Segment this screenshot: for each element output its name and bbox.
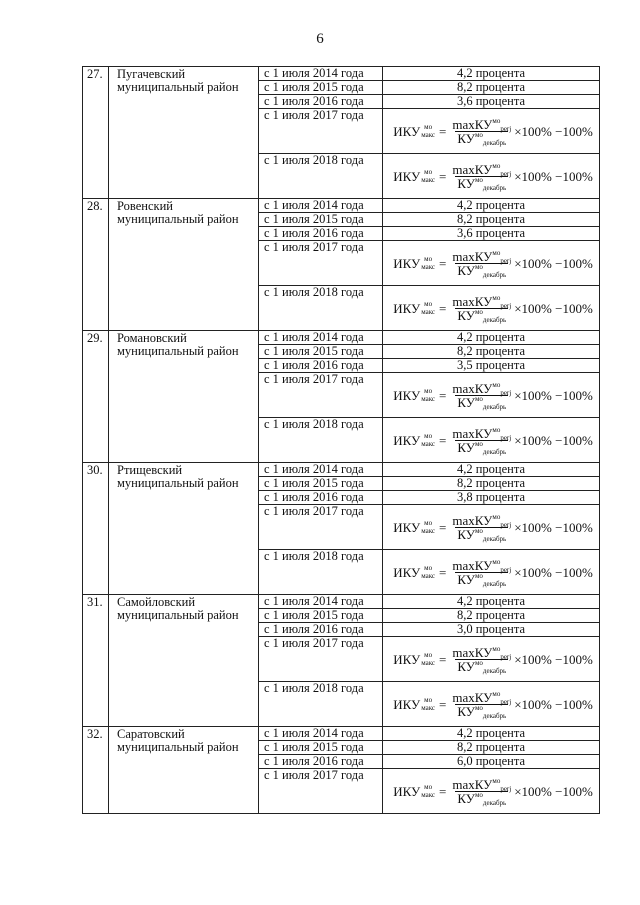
- formula-lhs-main: ИКУ: [393, 519, 421, 535]
- rate-value: 4,2 процента: [383, 463, 600, 477]
- row-number: 29.: [83, 331, 109, 463]
- formula-equals: =: [439, 300, 447, 316]
- formula-lhs-sup: мо: [424, 300, 433, 308]
- formula-equals: =: [439, 564, 447, 580]
- formula-lhs: [393, 519, 435, 535]
- rate-formula: [383, 241, 600, 286]
- formula-equals: =: [439, 387, 447, 403]
- formula-equals: =: [439, 696, 447, 712]
- formula-lhs-indices: [421, 432, 435, 448]
- formula-fraction: [450, 646, 513, 673]
- effective-date: с 1 июля 2017 года: [259, 505, 383, 550]
- formula-fraction: [450, 559, 513, 586]
- formula-lhs: [393, 300, 435, 316]
- effective-date: с 1 июля 2014 года: [259, 331, 383, 345]
- formula-tail: ×100% −100%: [514, 696, 593, 712]
- formula-lhs-sup: мо: [424, 123, 433, 131]
- formula: [393, 163, 593, 190]
- formula-num-sup: мо: [492, 689, 501, 698]
- formula-fraction: [450, 427, 513, 454]
- formula-lhs: [393, 255, 435, 271]
- district-name: Ровенский муниципальный район: [109, 199, 259, 331]
- formula-numerator: [450, 778, 513, 791]
- formula-num-sub: perj: [500, 388, 512, 397]
- district-name: Саратовский муниципальный район: [109, 727, 259, 814]
- formula-den-sup: мо: [474, 394, 483, 403]
- formula-lhs-indices: [421, 696, 435, 712]
- formula-lhs: [393, 168, 435, 184]
- formula: [393, 514, 593, 541]
- formula-tail: ×100% −100%: [514, 432, 593, 448]
- formula-den-main: КУ: [457, 262, 475, 278]
- formula-lhs: [393, 564, 435, 580]
- formula-lhs-sup: мо: [424, 651, 433, 659]
- effective-date: с 1 июля 2017 года: [259, 373, 383, 418]
- formula-den-main: КУ: [457, 175, 475, 191]
- formula-fraction: [450, 691, 513, 718]
- rate-formula: [383, 505, 600, 550]
- rate-formula: [383, 637, 600, 682]
- formula-num-main: maxКУ: [452, 689, 493, 705]
- formula-num-main: maxКУ: [452, 380, 493, 396]
- formula-den-sup: мо: [474, 307, 483, 316]
- formula-numerator: [450, 382, 513, 395]
- formula-den-sub: декабрь: [482, 711, 507, 720]
- formula-lhs-sub: макс: [421, 440, 436, 448]
- formula-numerator: [450, 163, 513, 176]
- rate-value: 8,2 процента: [383, 345, 600, 359]
- effective-date: с 1 июля 2018 года: [259, 286, 383, 331]
- formula-lhs-main: ИКУ: [393, 696, 421, 712]
- formula-lhs-indices: [421, 300, 435, 316]
- formula-equals: =: [439, 168, 447, 184]
- formula-lhs-indices: [421, 168, 435, 184]
- formula-tail: ×100% −100%: [514, 651, 593, 667]
- formula-fraction: [450, 163, 513, 190]
- formula-num-sup: мо: [492, 644, 501, 653]
- formula-num-sub: perj: [500, 784, 512, 793]
- formula-denominator: [455, 176, 508, 190]
- formula-tail: ×100% −100%: [514, 255, 593, 271]
- formula-den-main: КУ: [457, 130, 475, 146]
- formula-num-main: maxКУ: [452, 293, 493, 309]
- formula-lhs-sub: макс: [421, 527, 436, 535]
- page-number: 6: [316, 31, 324, 47]
- formula-equals: =: [439, 432, 447, 448]
- effective-date: с 1 июля 2014 года: [259, 463, 383, 477]
- rate-formula: [383, 373, 600, 418]
- formula-denominator: [455, 527, 508, 541]
- formula-numerator: [450, 646, 513, 659]
- formula-den-sup: мо: [474, 790, 483, 799]
- rate-value: 8,2 процента: [383, 213, 600, 227]
- formula-den-sub: декабрь: [482, 579, 507, 588]
- formula-denominator: [455, 659, 508, 673]
- rate-value: 4,2 процента: [383, 67, 600, 81]
- rate-value: 8,2 процента: [383, 477, 600, 491]
- formula-den-main: КУ: [457, 703, 475, 719]
- rate-value: 4,2 процента: [383, 331, 600, 345]
- formula-num-sup: мо: [492, 776, 501, 785]
- formula-equals: =: [439, 255, 447, 271]
- formula-num-sub: perj: [500, 652, 512, 661]
- row-number: 27.: [83, 67, 109, 199]
- effective-date: с 1 июля 2016 года: [259, 227, 383, 241]
- formula-lhs-sub: макс: [421, 572, 436, 580]
- rate-value: 3,6 процента: [383, 227, 600, 241]
- formula-den-sup: мо: [474, 130, 483, 139]
- effective-date: с 1 июля 2016 года: [259, 95, 383, 109]
- formula-num-sup: мо: [492, 512, 501, 521]
- formula-denominator: [455, 131, 508, 145]
- formula-fraction: [450, 250, 513, 277]
- formula-lhs-main: ИКУ: [393, 168, 421, 184]
- effective-date: с 1 июля 2014 года: [259, 199, 383, 213]
- formula-num-main: maxКУ: [452, 512, 493, 528]
- formula: [393, 559, 593, 586]
- rate-formula: [383, 550, 600, 595]
- district-name: Пугачевский муниципальный район: [109, 67, 259, 199]
- effective-date: с 1 июля 2018 года: [259, 550, 383, 595]
- formula-lhs: [393, 387, 435, 403]
- formula-equals: =: [439, 651, 447, 667]
- effective-date: с 1 июля 2014 года: [259, 727, 383, 741]
- rate-value: 4,2 процента: [383, 727, 600, 741]
- formula-den-main: КУ: [457, 439, 475, 455]
- formula-lhs-main: ИКУ: [393, 432, 421, 448]
- formula-num-sup: мо: [492, 380, 501, 389]
- rate-formula: [383, 154, 600, 199]
- formula-lhs-sup: мо: [424, 783, 433, 791]
- effective-date: с 1 июля 2014 года: [259, 595, 383, 609]
- formula-denominator: [455, 791, 508, 805]
- formula-equals: =: [439, 783, 447, 799]
- formula-numerator: [450, 691, 513, 704]
- formula-fraction: [450, 778, 513, 805]
- formula-den-sub: декабрь: [482, 138, 507, 147]
- effective-date: с 1 июля 2016 года: [259, 491, 383, 505]
- formula-lhs: [393, 123, 435, 139]
- rate-value: 8,2 процента: [383, 81, 600, 95]
- formula-lhs-main: ИКУ: [393, 783, 421, 799]
- formula-num-sup: мо: [492, 161, 501, 170]
- formula-den-sup: мо: [474, 703, 483, 712]
- formula-denominator: [455, 572, 508, 586]
- formula-tail: ×100% −100%: [514, 564, 593, 580]
- formula-lhs-main: ИКУ: [393, 123, 421, 139]
- formula-den-sub: декабрь: [482, 402, 507, 411]
- formula-den-sub: декабрь: [482, 183, 507, 192]
- formula-num-main: maxКУ: [452, 248, 493, 264]
- rate-value: 3,8 процента: [383, 491, 600, 505]
- formula-lhs-sub: макс: [421, 395, 436, 403]
- effective-date: с 1 июля 2016 года: [259, 623, 383, 637]
- effective-date: с 1 июля 2018 года: [259, 682, 383, 727]
- formula-den-sub: декабрь: [482, 447, 507, 456]
- effective-date: с 1 июля 2015 года: [259, 81, 383, 95]
- formula-numerator: [450, 118, 513, 131]
- rate-formula: [383, 769, 600, 814]
- formula-denominator: [455, 395, 508, 409]
- formula-numerator: [450, 295, 513, 308]
- table-row: [83, 331, 600, 345]
- rate-value: 8,2 процента: [383, 609, 600, 623]
- formula-num-sub: perj: [500, 301, 512, 310]
- effective-date: с 1 июля 2017 года: [259, 769, 383, 814]
- formula-lhs-indices: [421, 255, 435, 271]
- formula-den-main: КУ: [457, 658, 475, 674]
- formula-den-sup: мо: [474, 262, 483, 271]
- formula-fraction: [450, 514, 513, 541]
- formula-lhs-main: ИКУ: [393, 564, 421, 580]
- formula: [393, 427, 593, 454]
- district-name: Романовский муниципальный район: [109, 331, 259, 463]
- formula-num-sub: perj: [500, 256, 512, 265]
- rate-value: 3,6 процента: [383, 95, 600, 109]
- formula-num-sup: мо: [492, 116, 501, 125]
- formula-lhs-main: ИКУ: [393, 255, 421, 271]
- formula-lhs-main: ИКУ: [393, 651, 421, 667]
- effective-date: с 1 июля 2015 года: [259, 477, 383, 491]
- effective-date: с 1 июля 2017 года: [259, 241, 383, 286]
- formula-num-main: maxКУ: [452, 161, 493, 177]
- rate-value: 4,2 процента: [383, 199, 600, 213]
- formula-tail: ×100% −100%: [514, 123, 593, 139]
- rate-value: 8,2 процента: [383, 741, 600, 755]
- formula-den-main: КУ: [457, 307, 475, 323]
- formula-num-sub: perj: [500, 565, 512, 574]
- formula-den-sub: декабрь: [482, 315, 507, 324]
- formula: [393, 295, 593, 322]
- formula-lhs: [393, 432, 435, 448]
- table-row: [83, 199, 600, 213]
- formula-num-sup: мо: [492, 425, 501, 434]
- formula-numerator: [450, 559, 513, 572]
- formula-num-main: maxКУ: [452, 776, 493, 792]
- effective-date: с 1 июля 2015 года: [259, 345, 383, 359]
- formula-num-sub: perj: [500, 697, 512, 706]
- rate-value: 3,0 процента: [383, 623, 600, 637]
- formula-numerator: [450, 427, 513, 440]
- effective-date: с 1 июля 2015 года: [259, 213, 383, 227]
- formula-den-main: КУ: [457, 790, 475, 806]
- formula-lhs: [393, 651, 435, 667]
- formula: [393, 691, 593, 718]
- effective-date: с 1 июля 2015 года: [259, 741, 383, 755]
- formula-lhs-indices: [421, 651, 435, 667]
- table-row: [83, 67, 600, 81]
- formula-num-sup: мо: [492, 557, 501, 566]
- row-number: 28.: [83, 199, 109, 331]
- formula-lhs-sub: макс: [421, 659, 436, 667]
- formula-denominator: [455, 440, 508, 454]
- effective-date: с 1 июля 2018 года: [259, 154, 383, 199]
- formula-lhs-sup: мо: [424, 519, 433, 527]
- formula-num-sub: perj: [500, 520, 512, 529]
- formula-lhs: [393, 783, 435, 799]
- formula-den-main: КУ: [457, 526, 475, 542]
- formula-lhs-indices: [421, 123, 435, 139]
- formula-den-main: КУ: [457, 394, 475, 410]
- rate-formula: [383, 109, 600, 154]
- formula-tail: ×100% −100%: [514, 387, 593, 403]
- formula-den-sup: мо: [474, 571, 483, 580]
- formula-lhs-sub: макс: [421, 791, 436, 799]
- formula-num-sup: мо: [492, 248, 501, 257]
- formula-lhs-sub: макс: [421, 176, 436, 184]
- formula-fraction: [450, 118, 513, 145]
- formula-lhs-indices: [421, 564, 435, 580]
- formula-den-sub: декабрь: [482, 534, 507, 543]
- formula-num-sub: perj: [500, 433, 512, 442]
- effective-date: с 1 июля 2016 года: [259, 359, 383, 373]
- formula: [393, 250, 593, 277]
- district-name: Самойловский муниципальный район: [109, 595, 259, 727]
- formula: [393, 778, 593, 805]
- formula-lhs-sup: мо: [424, 168, 433, 176]
- formula-den-sup: мо: [474, 175, 483, 184]
- formula-denominator: [455, 308, 508, 322]
- formula: [393, 118, 593, 145]
- effective-date: с 1 июля 2017 года: [259, 109, 383, 154]
- formula-lhs-main: ИКУ: [393, 300, 421, 316]
- tariff-table: [82, 66, 600, 814]
- formula-equals: =: [439, 519, 447, 535]
- table-row: [83, 463, 600, 477]
- formula-num-main: maxКУ: [452, 116, 493, 132]
- formula-lhs-sub: макс: [421, 308, 436, 316]
- formula-lhs-sup: мо: [424, 387, 433, 395]
- row-number: 31.: [83, 595, 109, 727]
- formula: [393, 646, 593, 673]
- rate-value: 3,5 процента: [383, 359, 600, 373]
- rate-formula: [383, 682, 600, 727]
- formula-den-sub: декабрь: [482, 666, 507, 675]
- effective-date: с 1 июля 2014 года: [259, 67, 383, 81]
- effective-date: с 1 июля 2018 года: [259, 418, 383, 463]
- formula-den-sub: декабрь: [482, 798, 507, 807]
- formula-tail: ×100% −100%: [514, 168, 593, 184]
- formula-denominator: [455, 704, 508, 718]
- formula-num-main: maxКУ: [452, 425, 493, 441]
- rate-formula: [383, 418, 600, 463]
- formula-num-sub: perj: [500, 124, 512, 133]
- formula-fraction: [450, 295, 513, 322]
- effective-date: с 1 июля 2016 года: [259, 755, 383, 769]
- effective-date: с 1 июля 2015 года: [259, 609, 383, 623]
- formula-den-sub: декабрь: [482, 270, 507, 279]
- rate-value: 6,0 процента: [383, 755, 600, 769]
- table-row: [83, 595, 600, 609]
- formula-tail: ×100% −100%: [514, 519, 593, 535]
- formula-lhs-main: ИКУ: [393, 387, 421, 403]
- formula-num-sup: мо: [492, 293, 501, 302]
- formula-lhs-sup: мо: [424, 432, 433, 440]
- formula-lhs: [393, 696, 435, 712]
- formula-denominator: [455, 263, 508, 277]
- formula-lhs-sup: мо: [424, 255, 433, 263]
- formula-lhs-sup: мо: [424, 696, 433, 704]
- table-row: [83, 727, 600, 741]
- formula: [393, 382, 593, 409]
- row-number: 30.: [83, 463, 109, 595]
- tariff-table-body: [83, 67, 600, 814]
- formula-num-sub: perj: [500, 169, 512, 178]
- formula-lhs-sup: мо: [424, 564, 433, 572]
- formula-lhs-indices: [421, 519, 435, 535]
- formula-lhs-sub: макс: [421, 263, 436, 271]
- formula-tail: ×100% −100%: [514, 783, 593, 799]
- formula-den-sup: мо: [474, 526, 483, 535]
- formula-lhs-sub: макс: [421, 131, 436, 139]
- formula-num-main: maxКУ: [452, 644, 493, 660]
- formula-lhs-indices: [421, 783, 435, 799]
- rate-value: 4,2 процента: [383, 595, 600, 609]
- formula-tail: ×100% −100%: [514, 300, 593, 316]
- formula-lhs-sub: макс: [421, 704, 436, 712]
- rate-formula: [383, 286, 600, 331]
- formula-numerator: [450, 514, 513, 527]
- formula-lhs-indices: [421, 387, 435, 403]
- formula-numerator: [450, 250, 513, 263]
- formula-equals: =: [439, 123, 447, 139]
- formula-num-main: maxКУ: [452, 557, 493, 573]
- formula-fraction: [450, 382, 513, 409]
- formula-den-sup: мо: [474, 439, 483, 448]
- formula-den-main: КУ: [457, 571, 475, 587]
- row-number: 32.: [83, 727, 109, 814]
- formula-den-sup: мо: [474, 658, 483, 667]
- effective-date: с 1 июля 2017 года: [259, 637, 383, 682]
- district-name: Ртищевский муниципальный район: [109, 463, 259, 595]
